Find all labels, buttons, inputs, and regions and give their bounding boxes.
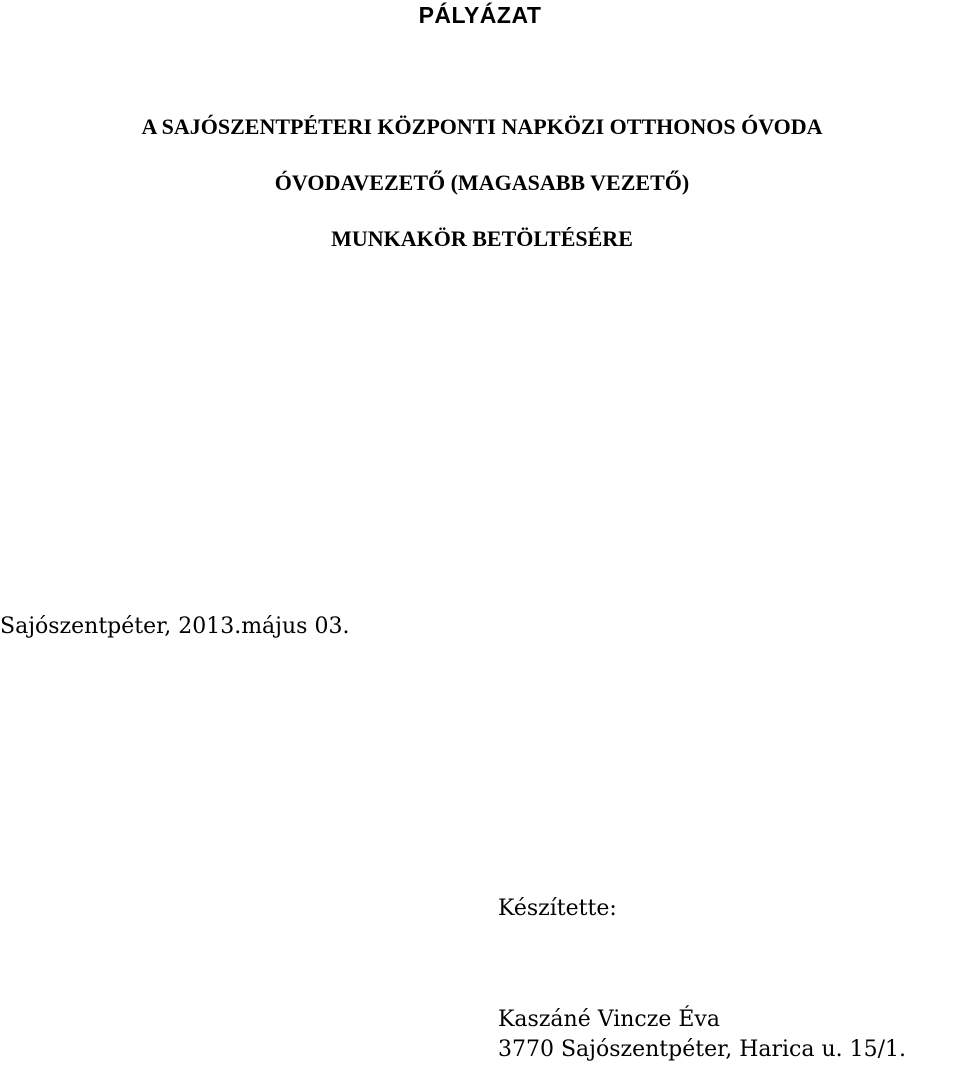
heading-line-2: ÓVODAVEZETŐ (MAGASABB VEZETŐ) [274,170,690,195]
heading-line-3: MUNKAKÖR BETÖLTÉSÉRE [331,226,633,251]
document-title: PÁLYÁZAT [418,2,542,28]
heading-line-1: A SAJÓSZENTPÉTERI KÖZPONTI NAPKÖZI OTTHONOS ÓVODA [141,114,823,139]
prepared-by-label: Készítette: [498,896,617,921]
place-date: Sajószentpéter, 2013.május 03. [0,614,350,639]
author-name: Kaszáné Vincze Éva [498,1007,720,1032]
author-address: 3770 Sajószentpéter, Harica u. 15/1. [498,1037,907,1062]
